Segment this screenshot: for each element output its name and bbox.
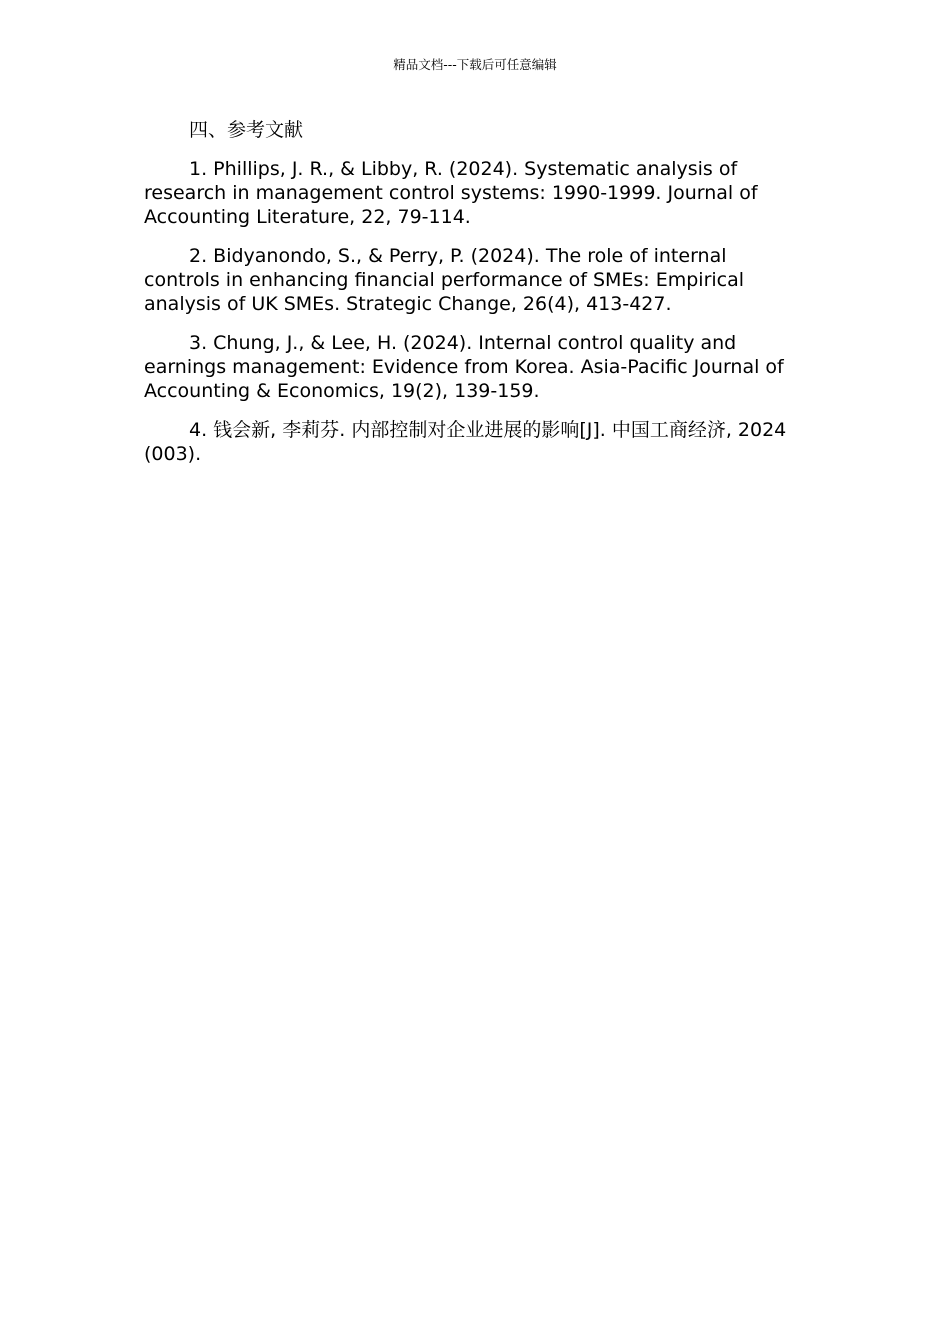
reference-item: 2. Bidyanondo, S., & Perry, P. (2024). The role of internal controls in enhancing financial performance of SMEs: Empirical analysis of UK SMEs. Strategic Change, 26(4), 413-427.: [144, 245, 745, 315]
document-body: [144, 117, 804, 481]
page-header: 精品文档---下载后可任意编辑: [393, 57, 557, 72]
reference-item: 4. 钱会新, 李莉芬. 内部控制对企业进展的影响[J]. 中国工商经济, 2024 (003).: [144, 419, 787, 465]
reference-item: 3. Chung, J., & Lee, H. (2024). Internal control quality and earnings management: Evidence from Korea. Asia-Pacific Journal of Accounting & Economics, 19(2), 139-159.: [144, 332, 784, 402]
reference-item: 1. Phillips, J. R., & Libby, R. (2024). Systematic analysis of research in management control systems: 1990-1999. Journal of Accounting Literature, 22, 79-114.: [144, 158, 758, 228]
section-title: 四、参考文献: [189, 119, 304, 141]
